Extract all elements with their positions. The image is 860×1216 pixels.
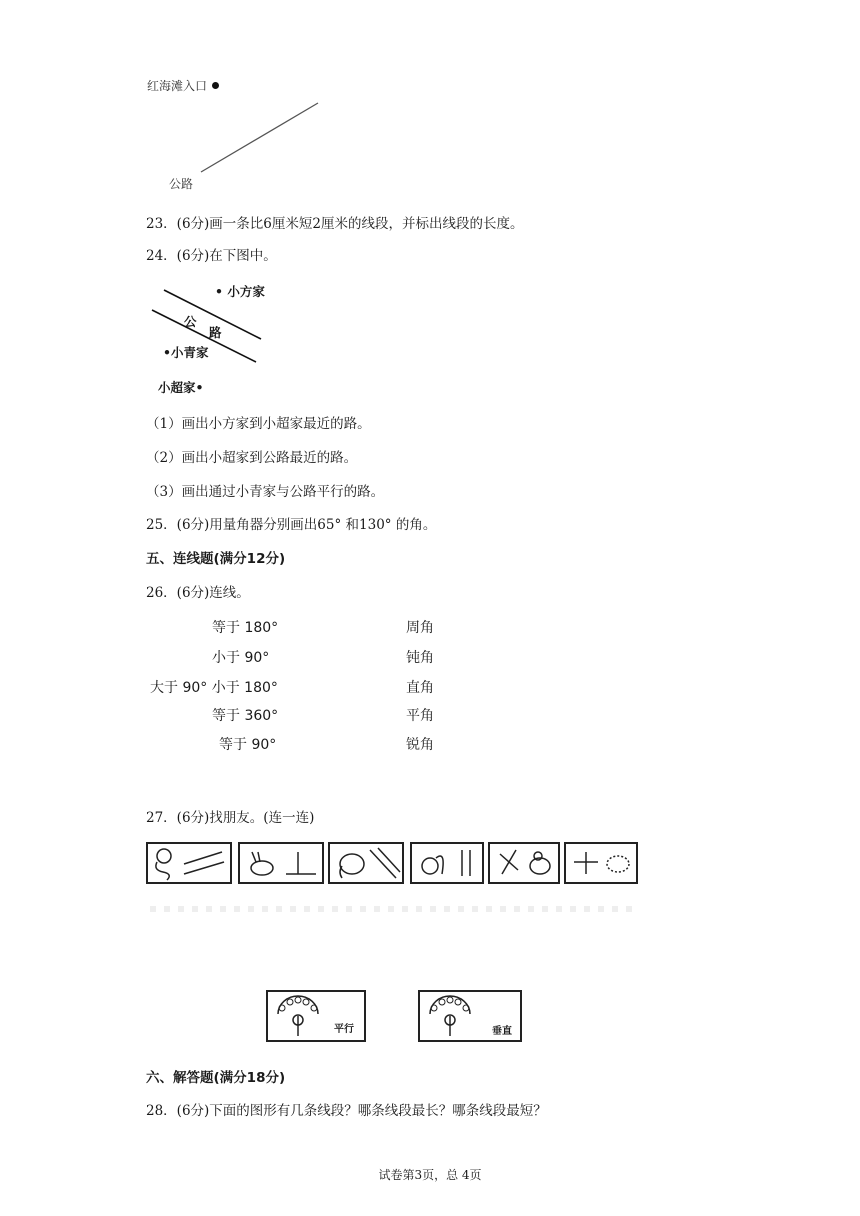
road-char-lu: 路 [209, 325, 222, 340]
match-left-1: 等于 180° [212, 620, 279, 636]
question-24-sub1: （1）画出小方家到小超家最近的路。 [146, 416, 371, 432]
scan-noise [150, 906, 638, 912]
card-squirrel-parallel [410, 842, 484, 884]
peacock-card-perpendicular [418, 990, 522, 1042]
page-footer: 试卷第3页，总 4页 [378, 1168, 482, 1182]
peacock-label-perpendicular: 垂直 [492, 1026, 512, 1037]
question-23: 23．(6分)画一条比6厘米短2厘米的线段，并标出线段的长度。 [146, 216, 524, 232]
snake-icon [148, 844, 230, 882]
card-hedgehog-perpendicular [564, 842, 638, 884]
question-28: 28．(6分)下面的图形有几条线段？哪条线段最长？哪条线段最短？ [146, 1103, 547, 1119]
xiaofang-home: • 小方家 [215, 284, 265, 299]
card-snake-parallel [146, 842, 232, 884]
question-24-title: 24．(6分)在下图中。 [146, 248, 277, 264]
match-right-2: 钝角 [406, 650, 434, 666]
match-right-3: 直角 [406, 680, 434, 696]
entrance-dot [212, 82, 219, 89]
entrance-label: 红海滩入口 [147, 79, 208, 93]
match-left-4: 等于 360° [212, 708, 279, 724]
card-dog-perpendicular [488, 842, 560, 884]
peacock-icon [424, 994, 476, 1040]
match-right-1: 周角 [406, 620, 434, 636]
question-24-sub2: （2）画出小超家到公路最近的路。 [146, 450, 358, 466]
road-line [195, 100, 325, 178]
dog-icon [490, 844, 558, 882]
elephant-icon [330, 844, 402, 882]
match-left-5: 等于 90° [219, 737, 277, 753]
card-rabbit-perpendicular [238, 842, 324, 884]
question-24-sub3: （3）画出通过小青家与公路平行的路。 [146, 484, 385, 500]
peacock-label-parallel: 平行 [334, 1024, 354, 1035]
road-char-gong: 公 [184, 314, 197, 329]
section-6-heading: 六、解答题(满分18分) [146, 1070, 286, 1086]
xiaoqing-home: •小青家 [163, 345, 209, 360]
match-left-3: 大于 90° 小于 180° [150, 680, 278, 696]
question-27-title: 27．(6分)找朋友。(连一连) [146, 810, 315, 826]
road-label: 公路 [169, 177, 194, 191]
xiaochao-home: 小超家• [158, 380, 204, 395]
match-left-2: 小于 90° [212, 650, 270, 666]
peacock-icon [272, 994, 324, 1040]
rabbit-icon [240, 844, 322, 882]
question-26-title: 26．(6分)连线。 [146, 585, 250, 601]
question-25: 25．(6分)用量角器分别画出65° 和130° 的角。 [146, 517, 437, 533]
squirrel-icon [412, 844, 482, 882]
card-elephant-parallel [328, 842, 404, 884]
match-right-4: 平角 [406, 708, 434, 724]
section-5-heading: 五、连线题(满分12分) [146, 551, 286, 567]
match-right-5: 锐角 [406, 737, 434, 753]
hedgehog-icon [566, 844, 636, 882]
peacock-card-parallel [266, 990, 366, 1042]
